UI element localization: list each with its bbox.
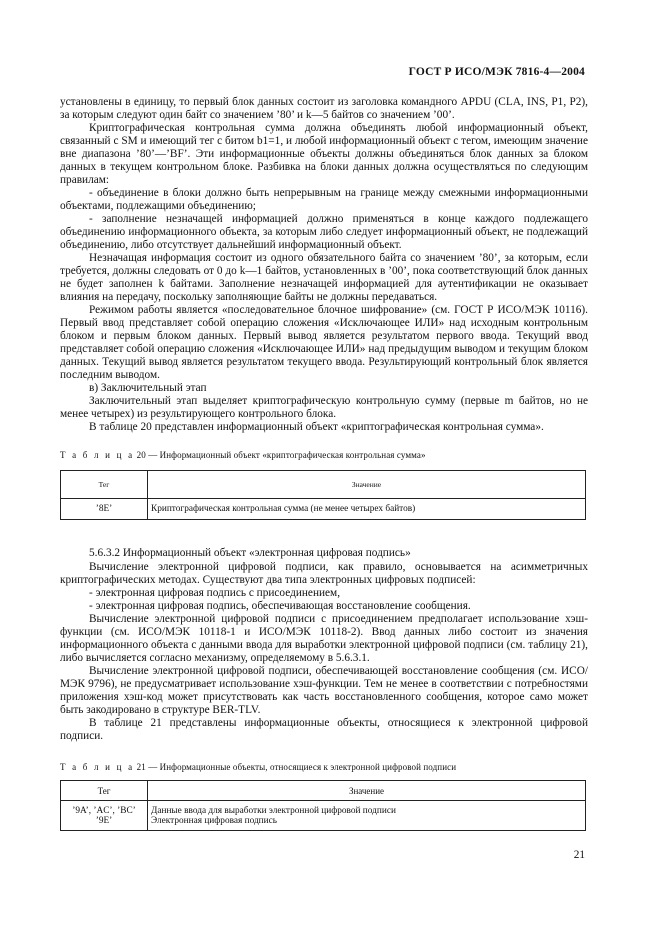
paragraph: в) Заключительный этап — [89, 382, 207, 394]
page-number: 21 — [573, 849, 585, 861]
table-row — [61, 801, 586, 831]
paragraph: Вычисление электронной цифровой подписи с присоединением предполагает использование хэш-функции (см. ИСО/МЭК 10118-1 и ИСО/МЭК 10118-2). Ввод данных либо состоит из значения информационного объекта с данными ввода для выработки электронной цифровой подписи (см. таблицу 21), либо вычисляется согласно механизму, определяемому в 5.6.3.1. — [60, 613, 588, 664]
cell-value — [148, 801, 586, 831]
paragraph: - объединение в блоки должно быть непрерывным на границе между смежными информационными объектами, подлежащими объединению; — [60, 187, 588, 212]
header-tag: Тег — [61, 471, 148, 499]
paragraph: - электронная цифровая подпись с присоединением, — [89, 587, 341, 599]
value-line: Электронная цифровая подпись — [151, 815, 277, 826]
cell-value: Криптографическая контрольная сумма (не менее четырех байтов) — [148, 499, 586, 520]
document-header: ГОСТ Р ИСО/МЭК 7816-4—2004 — [408, 66, 585, 78]
header-value: Значение — [148, 781, 586, 801]
paragraph: В таблице 21 представлены информационные объекты, относящиеся к электронной цифровой подписи. — [60, 717, 588, 742]
paragraph: установлены в единицу, то первый блок данных состоит из заголовка командного APDU (CLA, INS, P1, P2), за которым следуют один байт со значением ’80’ и k—5 байтов со значением ’00’. — [60, 96, 588, 121]
table-21 — [60, 780, 586, 831]
paragraph: Вычисление электронной цифровой подписи, обеспечивающей восстановление сообщения (см. ИСО/МЭК 9796), не предусматривает использование хэш-функции. Тем не менее в соответствии с потребностями приложения хэш-код может присутствовать как часть восстановленного сообщения, которое само может быть закодировано в структуре BER-TLV. — [60, 665, 588, 716]
header-value: Значение — [148, 471, 586, 499]
header-tag: Тег — [61, 781, 148, 801]
paragraph: Вычисление электронной цифровой подписи, как правило, основывается на асимметричных криптографических методах. Существуют два типа электронных цифровых подписей: — [60, 561, 588, 586]
section-heading: 5.6.3.2 Информационный объект «электронная цифровая подпись» — [89, 547, 411, 559]
paragraph: - электронная цифровая подпись, обеспечивающая восстановление сообщения. — [89, 600, 471, 612]
table-20 — [60, 470, 586, 520]
table-20-caption: Т а б л и ц а 20 — Информационный объект «криптографическая контрольная сумма» — [60, 450, 426, 460]
cell-tag — [61, 801, 148, 831]
paragraph: Криптографическая контрольная сумма должна объединять любой информационный объект, связанный с SM и имеющий тег с битом b1=1, и любой информационный объект с тегом, имеющим значение вне диапазона ’80’—’BF’. Эти информационные объекты должны объединяться блок данных за блоком данных в текущем контрольном блоке. Разбивка на блоки данных должна осуществляться по следующим правилам: — [60, 122, 588, 186]
paragraph: Режимом работы является «последовательное блочное шифрование» (см. ГОСТ Р ИСО/МЭК 10116). Первый ввод представляет собой операцию сложения «Исключающее ИЛИ» над исходным контрольным блоком и первым блоком данных. Первый вывод является результатом первого ввода. Текущий ввод представляет собой операцию сложения «Исключающее ИЛИ» над предыдущим выводом и текущим блоком данных. Текущий вывод является результатом текущего ввода. Результирующий контрольный блок является последним выводом. — [60, 304, 588, 381]
paragraph: Заключительный этап выделяет криптографическую контрольную сумму (первые m байтов, но не менее четырех) из результирующего контрольного блока. — [60, 395, 588, 420]
tag-line: ’9A’, ’AC’, ’BC’ — [72, 805, 136, 816]
table-header-row — [61, 781, 586, 801]
table-header-row — [61, 471, 586, 499]
paragraph: - заполнение незначащей информацией должно применяться в конце каждого подлежащего объединению информационного объекта, за которым либо следует информационный объект, не подлежащий объединению, либо отсутствует дальнейший информационный объект. — [60, 213, 588, 251]
cell-tag: ’8E’ — [61, 499, 148, 520]
paragraph: В таблице 20 представлен информационный объект «криптографическая контрольная сумма». — [89, 421, 544, 433]
value-line: Данные ввода для выработки электронной цифровой подписи — [151, 805, 396, 816]
table-row — [61, 499, 586, 520]
table-21-caption: Т а б л и ц а 21 — Информационные объекты, относящиеся к электронной цифровой подписи — [60, 762, 457, 772]
tag-line: ’9E’ — [95, 815, 113, 826]
paragraph: Незначащая информация состоит из одного обязательного байта со значением ’80’, за которым, если требуется, должны следовать от 0 до k—1 байтов, установленных в ’00’, пока соответствующий блок данных не будет заполнен k байтами. Заполнение незначащей информацией для аутентификации не оказывает влияния на передачу, поскольку заполняющие байты не должны передаваться. — [60, 252, 588, 303]
